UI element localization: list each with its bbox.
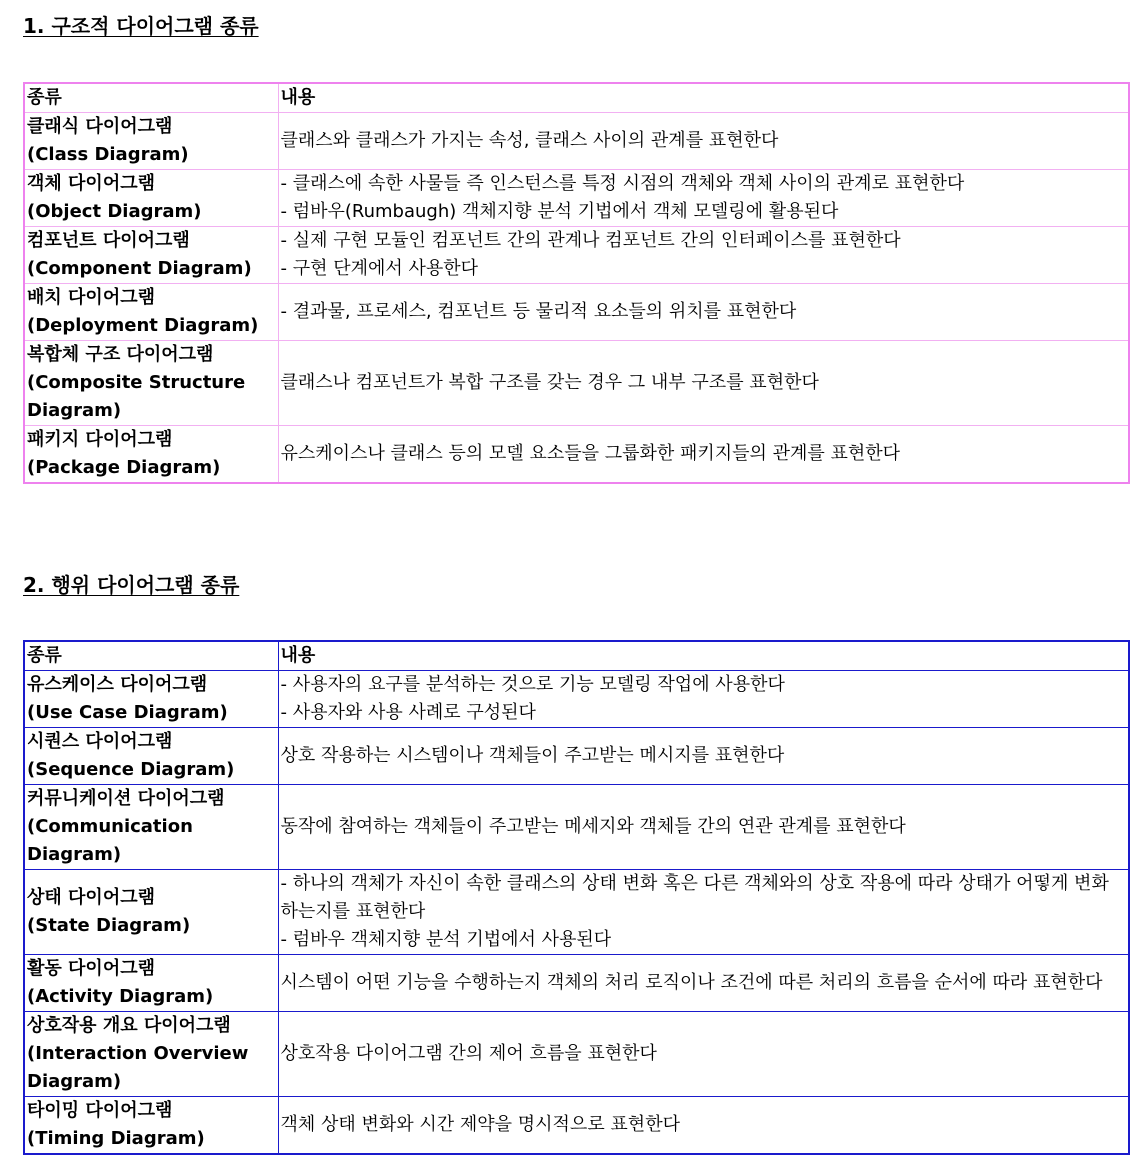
table-row	[24, 671, 1129, 728]
section-1-heading: 1. 구조적 다이어그램 종류	[23, 14, 259, 38]
diagram-name-cell	[24, 1097, 278, 1155]
description-line: - 사용자의 요구를 분석하는 것으로 기능 모델링 작업에 사용한다	[280, 674, 785, 695]
description-line: 유스케이스나 클래스 등의 모델 요소들을 그룹화한 패키지들의 관계를 표현한다	[280, 443, 901, 464]
diagram-name-english: (Sequence Diagram)	[27, 759, 235, 780]
table-row	[24, 284, 1129, 341]
description-line: - 럼바우 객체지향 분석 기법에서 사용된다	[280, 929, 612, 950]
diagram-description-cell	[278, 785, 1129, 870]
description-line: 시스템이 어떤 기능을 수행하는지 객체의 처리 로직이나 조건에 따른 처리의 흐름을 순서에 따라 표현한다	[280, 972, 1103, 993]
description-line: - 하나의 객체가 자신이 속한 클래스의 상태 변화 혹은 다른 객체와의 상호 작용에 따라 상태가 어떻게 변화하는지를 표현한다	[280, 873, 1109, 922]
diagram-name-korean: 복합체 구조 다이어그램	[27, 344, 214, 365]
diagram-name-english: (Composite Structure Diagram)	[27, 372, 246, 421]
table-row	[24, 728, 1129, 785]
diagram-description-cell	[278, 728, 1129, 785]
diagram-name-cell	[24, 870, 278, 955]
diagram-name-korean: 컴포넌트 다이어그램	[27, 230, 190, 251]
description-line: 클래스와 클래스가 가지는 속성, 클래스 사이의 관계를 표현한다	[280, 130, 779, 151]
description-line: 동작에 참여하는 객체들이 주고받는 메세지와 객체들 간의 연관 관계를 표현한다	[280, 816, 906, 837]
section-2-heading: 2. 행위 다이어그램 종류	[23, 573, 240, 597]
table-row	[24, 870, 1129, 955]
header-type-cell: 종류	[24, 83, 278, 113]
diagram-name-english: (Package Diagram)	[27, 457, 221, 478]
diagram-description-cell	[278, 341, 1129, 426]
diagram-name-english: (Activity Diagram)	[27, 986, 214, 1007]
diagram-name-korean: 커뮤니케이션 다이어그램	[27, 788, 225, 809]
diagram-description-cell	[278, 426, 1129, 484]
diagram-name-english: (Deployment Diagram)	[27, 315, 259, 336]
diagram-name-cell	[24, 284, 278, 341]
diagram-name-korean: 활동 다이어그램	[27, 958, 155, 979]
table-row	[24, 1012, 1129, 1097]
diagram-name-english: (Timing Diagram)	[27, 1128, 205, 1149]
description-line: 클래스나 컴포넌트가 복합 구조를 갖는 경우 그 내부 구조를 표현한다	[280, 372, 819, 393]
diagram-name-english: (Communication Diagram)	[27, 816, 193, 865]
behavior-diagram-table	[23, 640, 1130, 1155]
table-row	[24, 955, 1129, 1012]
header-type-cell: 종류	[24, 641, 278, 671]
diagram-name-korean: 상태 다이어그램	[27, 887, 155, 908]
diagram-name-cell	[24, 955, 278, 1012]
diagram-name-english: (Use Case Diagram)	[27, 702, 228, 723]
diagram-name-english: (State Diagram)	[27, 915, 191, 936]
diagram-name-english: (Component Diagram)	[27, 258, 252, 279]
description-line: - 클래스에 속한 사물들 즉 인스턴스를 특정 시점의 객체와 객체 사이의 관계로 표현한다	[280, 173, 965, 194]
table-header-row	[24, 641, 1129, 671]
description-line: 객체 상태 변화와 시간 제약을 명시적으로 표현한다	[280, 1114, 680, 1135]
description-line: - 구현 단계에서 사용한다	[280, 258, 479, 279]
diagram-name-korean: 시퀀스 다이어그램	[27, 731, 173, 752]
diagram-name-cell	[24, 728, 278, 785]
description-line: - 사용자와 사용 사례로 구성된다	[280, 702, 536, 723]
diagram-description-cell	[278, 113, 1129, 170]
diagram-name-cell	[24, 1012, 278, 1097]
diagram-name-cell	[24, 170, 278, 227]
description-line: - 결과물, 프로세스, 컴포넌트 등 물리적 요소들의 위치를 표현한다	[280, 301, 797, 322]
diagram-description-cell	[278, 227, 1129, 284]
diagram-name-english: (Interaction Overview Diagram)	[27, 1043, 249, 1092]
description-line: - 럼바우(Rumbaugh) 객체지향 분석 기법에서 객체 모델링에 활용된다	[280, 201, 839, 222]
table-row	[24, 227, 1129, 284]
diagram-name-cell	[24, 671, 278, 728]
table-row	[24, 426, 1129, 484]
description-line: 상호작용 다이어그램 간의 제어 흐름을 표현한다	[280, 1043, 657, 1064]
table-header-row	[24, 83, 1129, 113]
diagram-name-cell	[24, 113, 278, 170]
diagram-description-cell	[278, 1012, 1129, 1097]
diagram-name-cell	[24, 785, 278, 870]
diagram-name-korean: 타이밍 다이어그램	[27, 1100, 173, 1121]
diagram-name-english: (Class Diagram)	[27, 144, 189, 165]
description-line: 상호 작용하는 시스템이나 객체들이 주고받는 메시지를 표현한다	[280, 745, 785, 766]
diagram-name-korean: 상호작용 개요 다이어그램	[27, 1015, 231, 1036]
table-row	[24, 1097, 1129, 1155]
diagram-name-cell	[24, 341, 278, 426]
header-content-cell: 내용	[278, 83, 1129, 113]
diagram-name-cell	[24, 426, 278, 484]
diagram-name-korean: 객체 다이어그램	[27, 173, 155, 194]
header-content-cell: 내용	[278, 641, 1129, 671]
table-row	[24, 113, 1129, 170]
table-row	[24, 785, 1129, 870]
diagram-description-cell	[278, 870, 1129, 955]
diagram-name-korean: 유스케이스 다이어그램	[27, 674, 208, 695]
diagram-name-english: (Object Diagram)	[27, 201, 202, 222]
diagram-name-korean: 패키지 다이어그램	[27, 429, 173, 450]
diagram-description-cell	[278, 1097, 1129, 1155]
diagram-description-cell	[278, 671, 1129, 728]
structural-diagram-table	[23, 82, 1130, 484]
table-row	[24, 341, 1129, 426]
diagram-name-korean: 클래식 다이어그램	[27, 116, 173, 137]
table-row	[24, 170, 1129, 227]
description-line: - 실제 구현 모듈인 컴포넌트 간의 관계나 컴포넌트 간의 인터페이스를 표현한다	[280, 230, 901, 251]
diagram-description-cell	[278, 955, 1129, 1012]
diagram-description-cell	[278, 284, 1129, 341]
diagram-name-korean: 배치 다이어그램	[27, 287, 155, 308]
diagram-name-cell	[24, 227, 278, 284]
diagram-description-cell	[278, 170, 1129, 227]
